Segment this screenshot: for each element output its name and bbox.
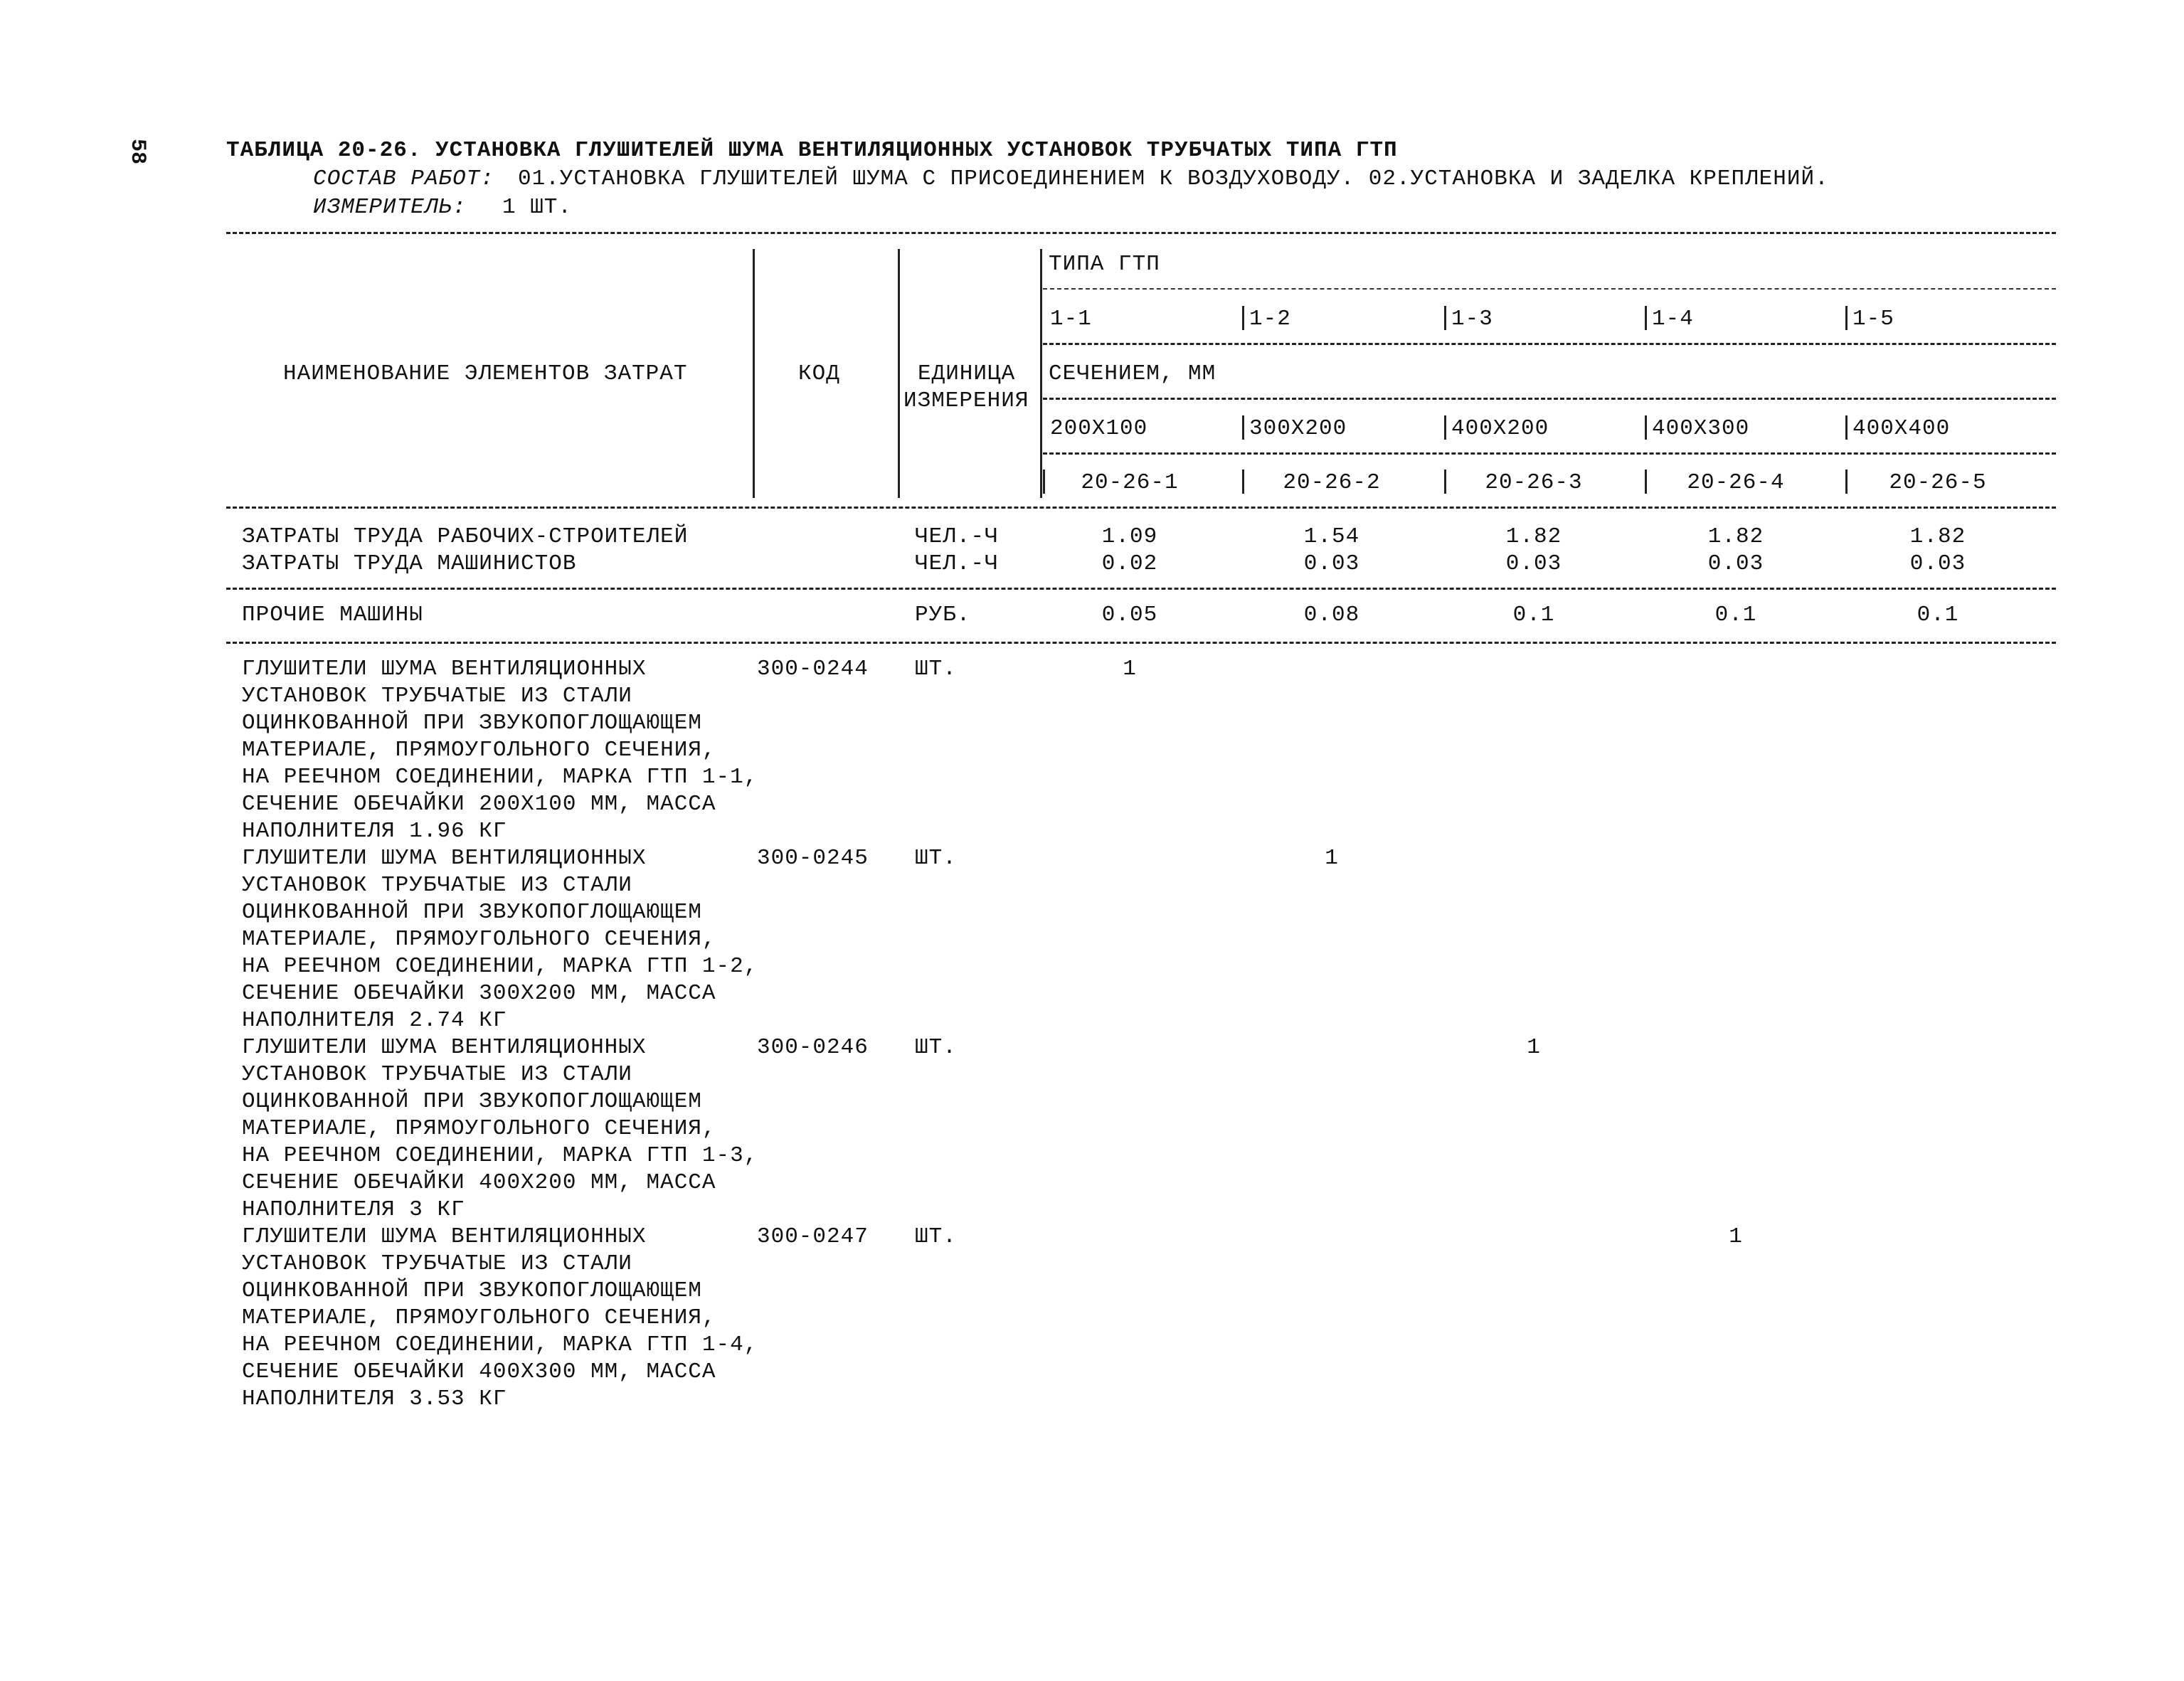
material-desc-line: ГЛУШИТЕЛИ ШУМА ВЕНТИЛЯЦИОННЫХ (242, 1035, 647, 1060)
code-label: 20-26-4 (1687, 470, 1785, 495)
sep-unit-values (1040, 249, 1042, 498)
type-label: 1-1 (1050, 307, 1092, 332)
section-sep (1444, 415, 1446, 440)
material-desc-line: МАТЕРИАЛЕ, ПРЯМОУГОЛЬНОГО СЕЧЕНИЯ, (242, 1305, 716, 1330)
type-sep (1845, 306, 1848, 330)
section-sep (1242, 415, 1244, 440)
page-number: 58 (125, 139, 149, 165)
rule-after-machines (226, 642, 2056, 644)
material-code: 300-0245 (757, 846, 869, 871)
rule-hdr-2 (1043, 343, 2056, 345)
labor-row-unit: ЧЕЛ.-Ч (915, 551, 999, 576)
rule-hdr-3 (1043, 398, 2056, 400)
material-value: 1 (1123, 657, 1137, 682)
section-sep (1645, 415, 1647, 440)
rule-top (226, 232, 2056, 234)
material-code: 300-0244 (757, 657, 869, 682)
material-desc-line: НА РЕЕЧНОМ СОЕДИНЕНИИ, МАРКА ГТП 1-1, (242, 765, 758, 790)
labor-row-value: 1.09 (1101, 524, 1158, 549)
labor-row-value: 0.03 (1707, 551, 1764, 576)
section-label: 400Х200 (1451, 416, 1549, 441)
material-desc-line: МАТЕРИАЛЕ, ПРЯМОУГОЛЬНОГО СЕЧЕНИЯ, (242, 927, 716, 952)
measure-text: 1 ШТ. (502, 195, 573, 220)
material-code: 300-0247 (757, 1224, 869, 1249)
code-label: 20-26-1 (1081, 470, 1179, 495)
header-unit-col-1: ЕДИНИЦА (918, 361, 1016, 386)
section-label: 400Х400 (1852, 416, 1951, 441)
material-code: 300-0246 (757, 1035, 869, 1060)
type-label: 1-4 (1652, 307, 1694, 332)
labor-row-name: ЗАТРАТЫ ТРУДА РАБОЧИХ-СТРОИТЕЛЕЙ (242, 524, 689, 549)
header-name-col: НАИМЕНОВАНИЕ ЭЛЕМЕНТОВ ЗАТРАТ (283, 361, 688, 386)
material-desc-line: УСТАНОВОК ТРУБЧАТЫЕ ИЗ СТАЛИ (242, 1062, 632, 1087)
sep-code-unit (898, 249, 900, 498)
material-desc-line: ОЦИНКОВАННОЙ ПРИ ЗВУКОПОГЛОЩАЮЩЕМ (242, 711, 702, 736)
code-label: 20-26-3 (1485, 470, 1583, 495)
machines-row-value: 0.05 (1101, 603, 1158, 627)
labor-row-value: 0.03 (1909, 551, 1966, 576)
material-desc-line: СЕЧЕНИЕ ОБЕЧАЙКИ 400Х300 ММ, МАССА (242, 1359, 716, 1384)
material-desc-line: УСТАНОВОК ТРУБЧАТЫЕ ИЗ СТАЛИ (242, 873, 632, 898)
code-label: 20-26-2 (1283, 470, 1381, 495)
material-desc-line: ГЛУШИТЕЛИ ШУМА ВЕНТИЛЯЦИОННЫХ (242, 657, 647, 682)
header-code-col: КОД (798, 361, 840, 386)
labor-row-value: 1.82 (1707, 524, 1764, 549)
code-sep (1043, 470, 1045, 494)
labor-row-name: ЗАТРАТЫ ТРУДА МАШИНИСТОВ (242, 551, 577, 576)
labor-row-value: 0.02 (1101, 551, 1158, 576)
sep-name-code (753, 249, 755, 498)
material-value: 1 (1527, 1035, 1541, 1060)
material-desc-line: НАПОЛНИТЕЛЯ 3.53 КГ (242, 1386, 507, 1411)
type-sep (1444, 306, 1446, 330)
rule-hdr-1 (1043, 288, 2056, 290)
material-desc-line: УСТАНОВОК ТРУБЧАТЫЕ ИЗ СТАЛИ (242, 684, 632, 709)
material-desc-line: НАПОЛНИТЕЛЯ 3 КГ (242, 1197, 465, 1222)
material-value: 1 (1325, 846, 1339, 871)
material-desc-line: СЕЧЕНИЕ ОБЕЧАЙКИ 300Х200 ММ, МАССА (242, 981, 716, 1006)
machines-row-unit: РУБ. (915, 603, 971, 627)
type-sep (1645, 306, 1647, 330)
material-desc-line: НА РЕЕЧНОМ СОЕДИНЕНИИ, МАРКА ГТП 1-2, (242, 954, 758, 979)
composition-text: 01.УСТАНОВКА ГЛУШИТЕЛЕЙ ШУМА С ПРИСОЕДИНЕНИЕМ К ВОЗДУХОВОДУ. 02.УСТАНОВКА И ЗАДЕЛКА КРЕПЛЕНИЙ. (518, 166, 1829, 191)
material-desc-line: ГЛУШИТЕЛИ ШУМА ВЕНТИЛЯЦИОННЫХ (242, 1224, 647, 1249)
material-desc-line: ГЛУШИТЕЛИ ШУМА ВЕНТИЛЯЦИОННЫХ (242, 846, 647, 871)
rule-hdr-4 (1043, 452, 2056, 455)
labor-row-unit: ЧЕЛ.-Ч (915, 524, 999, 549)
material-desc-line: СЕЧЕНИЕ ОБЕЧАЙКИ 200Х100 ММ, МАССА (242, 792, 716, 817)
material-unit: ШТ. (915, 1035, 957, 1060)
machines-row-value: 0.1 (1512, 603, 1555, 627)
code-sep (1845, 470, 1848, 494)
machines-row-value: 0.1 (1714, 603, 1757, 627)
section-label: 200Х100 (1050, 416, 1148, 441)
material-value: 1 (1729, 1224, 1743, 1249)
material-unit: ШТ. (915, 657, 957, 682)
labor-row-value: 1.54 (1303, 524, 1360, 549)
code-sep (1444, 470, 1446, 494)
code-sep (1242, 470, 1244, 494)
section-label: 400Х300 (1652, 416, 1750, 441)
material-desc-line: МАТЕРИАЛЕ, ПРЯМОУГОЛЬНОГО СЕЧЕНИЯ, (242, 738, 716, 763)
material-unit: ШТ. (915, 1224, 957, 1249)
table-title: ТАБЛИЦА 20-26. УСТАНОВКА ГЛУШИТЕЛЕЙ ШУМА ВЕНТИЛЯЦИОННЫХ УСТАНОВОК ТРУБЧАТЫХ ТИПА ГТП (226, 138, 1398, 163)
material-desc-line: НАПОЛНИТЕЛЯ 1.96 КГ (242, 819, 507, 844)
type-sep (1242, 306, 1244, 330)
machines-row-value: 0.1 (1917, 603, 1959, 627)
material-desc-line: УСТАНОВОК ТРУБЧАТЫЕ ИЗ СТАЛИ (242, 1251, 632, 1276)
labor-row-value: 0.03 (1303, 551, 1360, 576)
material-desc-line: ОЦИНКОВАННОЙ ПРИ ЗВУКОПОГЛОЩАЮЩЕМ (242, 900, 702, 925)
rule-under-header (226, 507, 2056, 509)
labor-row-value: 1.82 (1909, 524, 1966, 549)
material-desc-line: НА РЕЕЧНОМ СОЕДИНЕНИИ, МАРКА ГТП 1-4, (242, 1332, 758, 1357)
material-desc-line: НА РЕЕЧНОМ СОЕДИНЕНИИ, МАРКА ГТП 1-3, (242, 1143, 758, 1168)
material-desc-line: ОЦИНКОВАННОЙ ПРИ ЗВУКОПОГЛОЩАЮЩЕМ (242, 1278, 702, 1303)
code-label: 20-26-5 (1889, 470, 1987, 495)
labor-row-value: 1.82 (1505, 524, 1562, 549)
section-sep (1845, 415, 1848, 440)
header-unit-col-2: ИЗМЕРЕНИЯ (903, 388, 1029, 413)
material-desc-line: ОЦИНКОВАННОЙ ПРИ ЗВУКОПОГЛОЩАЮЩЕМ (242, 1089, 702, 1114)
machines-row-name: ПРОЧИЕ МАШИНЫ (242, 603, 423, 627)
code-sep (1645, 470, 1647, 494)
header-type-group: ТИПА ГТП (1049, 252, 1160, 277)
type-label: 1-2 (1249, 307, 1291, 332)
material-desc-line: СЕЧЕНИЕ ОБЕЧАЙКИ 400Х200 ММ, МАССА (242, 1170, 716, 1195)
header-section-group: СЕЧЕНИЕМ, ММ (1049, 361, 1216, 386)
labor-row-value: 0.03 (1505, 551, 1562, 576)
machines-row-value: 0.08 (1303, 603, 1360, 627)
material-unit: ШТ. (915, 846, 957, 871)
rule-after-labor (226, 588, 2056, 590)
material-desc-line: НАПОЛНИТЕЛЯ 2.74 КГ (242, 1008, 507, 1033)
type-label: 1-3 (1451, 307, 1493, 332)
section-label: 300Х200 (1249, 416, 1347, 441)
type-label: 1-5 (1852, 307, 1894, 332)
material-desc-line: МАТЕРИАЛЕ, ПРЯМОУГОЛЬНОГО СЕЧЕНИЯ, (242, 1116, 716, 1141)
measure-label: ИЗМЕРИТЕЛЬ: (313, 195, 467, 220)
composition-label: СОСТАВ РАБОТ: (313, 166, 494, 191)
